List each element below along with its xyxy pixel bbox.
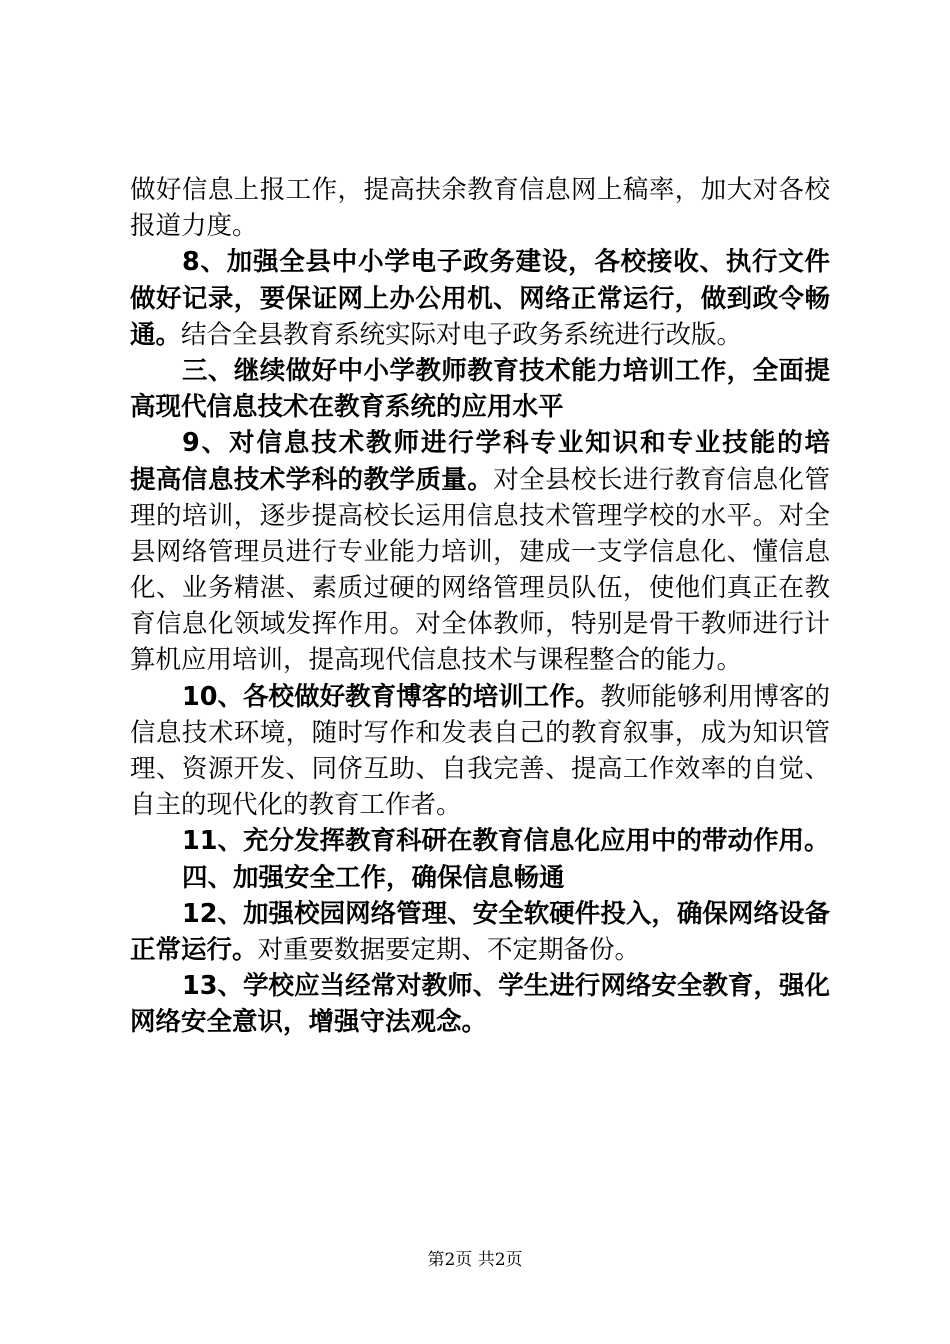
text-segment: 理的培训，逐步提高校长运用信息技术管理学校的水平。对全	[130, 500, 830, 531]
bold-text-segment: 高现代信息技术在教育系统的应用水平	[130, 392, 564, 423]
text-segment: 自主的现代化的教育工作者。	[130, 790, 462, 821]
text-segment: 化、业务精湛、素质过硬的网络管理员队伍，使他们真正在教	[130, 573, 830, 604]
document-body	[130, 172, 830, 1041]
bold-text-segment: 11、充分发挥教育科研在教育信息化应用中的带动作用。	[182, 826, 830, 857]
bold-text-segment: 通。	[130, 319, 182, 350]
text-line	[182, 353, 830, 389]
text-line	[130, 606, 830, 642]
bold-text-segment: 8、加强全县中小学电子政务建设，各校接收、执行文件	[182, 247, 830, 278]
text-line	[130, 208, 830, 244]
text-line	[182, 679, 830, 715]
text-segment: 报道力度。	[130, 211, 258, 242]
text-segment: 信息技术环境，随时写作和发表自己的教育叙事，成为知识管	[130, 717, 830, 748]
text-line	[130, 787, 830, 823]
text-line	[182, 425, 830, 461]
text-line	[130, 498, 830, 534]
text-segment: 育信息化领域发挥作用。对全体教师，特别是骨干教师进行计	[130, 609, 830, 640]
text-line	[182, 244, 830, 280]
text-segment: 做好信息上报工作，提高扶余教育信息网上稿率，加大对各校	[130, 175, 830, 205]
page-footer: 第2页 共2页	[427, 1250, 523, 1270]
text-segment: 算机应用培训，提高现代信息技术与课程整合的能力。	[130, 645, 743, 676]
bold-text-segment: 13、学校应当经常对教师、学生进行网络安全教育，强化	[182, 971, 830, 1002]
text-line	[130, 1004, 830, 1040]
bold-text-segment: 10、各校做好教育博客的培训工作。	[182, 681, 601, 712]
text-line	[130, 462, 830, 498]
text-segment: 县网络管理员进行专业能力培训，建成一支学信息化、懂信息	[130, 536, 830, 567]
text-segment: 教师能够利用博客的	[600, 681, 830, 712]
text-line	[182, 896, 830, 932]
text-line	[130, 642, 830, 678]
text-segment: 对全县校长进行教育信息化管	[493, 464, 830, 495]
text-line	[130, 389, 830, 425]
text-line	[182, 860, 830, 896]
bold-text-segment: 四、加强安全工作，确保信息畅通	[182, 862, 565, 893]
bold-text-segment: 提高信息技术学科的教学质量。	[130, 464, 494, 495]
text-line	[130, 172, 830, 208]
bold-text-segment: 12、加强校园网络管理、安全软硬件投入，确保网络设备	[182, 898, 830, 929]
text-line	[130, 534, 830, 570]
text-line	[130, 751, 830, 787]
bold-text-segment: 9、对信息技术教师进行学科专业知识和专业技能的培	[182, 428, 830, 459]
text-line	[130, 570, 830, 606]
bold-text-segment: 正常运行。	[130, 934, 258, 965]
text-segment: 结合全县教育系统实际对电子政务系统进行改版。	[181, 319, 743, 350]
bold-text-segment: 三、继续做好中小学教师教育技术能力培训工作，全面提	[182, 355, 830, 386]
text-line	[130, 932, 830, 968]
text-line	[130, 317, 830, 353]
text-segment: 理、资源开发、同侪互助、自我完善、提高工作效率的自觉、	[130, 754, 830, 784]
bold-text-segment: 做好记录，要保证网上办公用机、网络正常运行，做到政令畅	[130, 283, 830, 314]
bold-text-segment: 网络安全意识，增强守法观念。	[130, 1007, 488, 1038]
text-segment: 对重要数据要定期、不定期备份。	[257, 934, 641, 965]
text-line	[130, 281, 830, 317]
text-line	[130, 715, 830, 751]
text-line	[182, 823, 830, 859]
text-line	[182, 968, 830, 1004]
